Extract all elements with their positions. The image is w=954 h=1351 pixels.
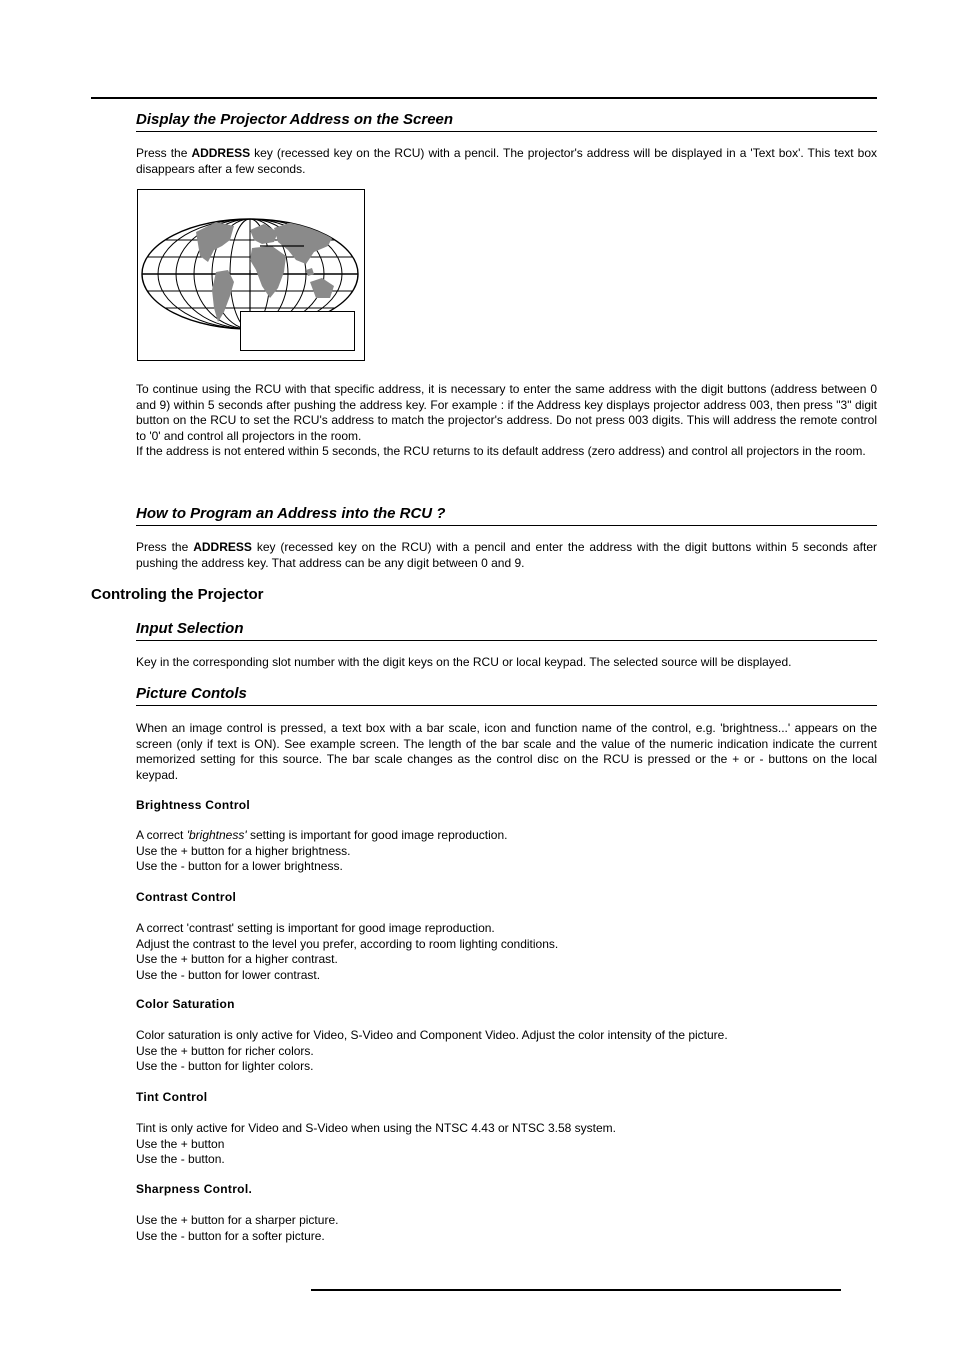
brightness-title: Brightness Control: [136, 798, 251, 812]
sharpness-text: Use the + button for a sharper picture. Use the - button for a softer picture.: [136, 1213, 339, 1243]
heading-input-selection: Input Selection: [136, 620, 877, 641]
color-saturation-text: Color saturation is only active for Video, S-Video and Component Video. Adjust the color intensity of the picture. Use the + button for richer colors. Use the - button for lighter colors.: [136, 1028, 728, 1073]
tint-title: Tint Control: [136, 1090, 208, 1104]
heading-program-address: How to Program an Address into the RCU ?: [136, 505, 877, 526]
picture-controls-intro: When an image control is pressed, a text box with a bar scale, icon and function name of the control, e.g. 'brightness...' appears on the screen (only if text is ON). See example screen. The length of the bar scale and the value of the numeric indication indicate the current memorized setting for this source. The bar scale changes as the control disc on the RCU is pressed or the + or - buttons on the local keypad.: [136, 721, 877, 782]
contrast-text: A correct 'contrast' setting is important for good image reproduction. Adjust the contrast to the level you prefer, according to room lighting conditions. Use the + button for a higher contrast. Use the - button for lower contrast.: [136, 921, 559, 982]
address-key-label: ADDRESS: [191, 146, 251, 160]
heading-display-address: Display the Projector Address on the Screen: [136, 111, 877, 132]
program-address-text: Press the ADDRESS key (recessed key on the RCU) with a pencil and enter the address with the digit buttons within 5 seconds after pushing the address key. That address can be any digit between 0 and 9.: [136, 540, 877, 570]
sharpness-title: Sharpness Control.: [136, 1182, 253, 1196]
input-selection-text: Key in the corresponding slot number with the digit keys on the RCU or local keypad. The selected source will be displayed.: [136, 655, 792, 669]
heading-controlling: Controling the Projector: [91, 586, 264, 603]
address-explanation: To continue using the RCU with that specific address, it is necessary to enter the same address with the digit buttons (address between 0 and 9) within 5 seconds after pushing the address key. For example : if the Address key displays projector address 003, then press "3" digit button on the RCU to set the RCU's address to match the projector's address. Do not press 003 digits. This will address the remote control to '0' and control all projectors in the room. If the address is not entered within 5 seconds, the RCU returns to its default address (zero address) and control all projectors in the room.: [136, 382, 877, 458]
brightness-text: A correct 'brightness' setting is important for good image reproduction. Use the + button for a higher brightness. Use the - button for a lower brightness.: [136, 828, 508, 873]
top-rule: [91, 97, 877, 99]
contrast-title: Contrast Control: [136, 890, 237, 904]
color-saturation-title: Color Saturation: [136, 997, 235, 1011]
example-screen-figure: [137, 189, 365, 361]
address-text-box: [240, 311, 355, 351]
address-intro: Press the ADDRESS key (recessed key on the RCU) with a pencil. The projector's address will be displayed in a 'Text box'. This text box disappears after a few seconds.: [136, 146, 877, 176]
address-key-label-2: ADDRESS: [193, 540, 252, 554]
bottom-rule: [311, 1289, 841, 1291]
heading-picture-controls: Picture Contols: [136, 685, 877, 706]
tint-text: Tint is only active for Video and S-Video when using the NTSC 4.43 or NTSC 3.58 system. Use the + button Use the - button.: [136, 1121, 617, 1166]
